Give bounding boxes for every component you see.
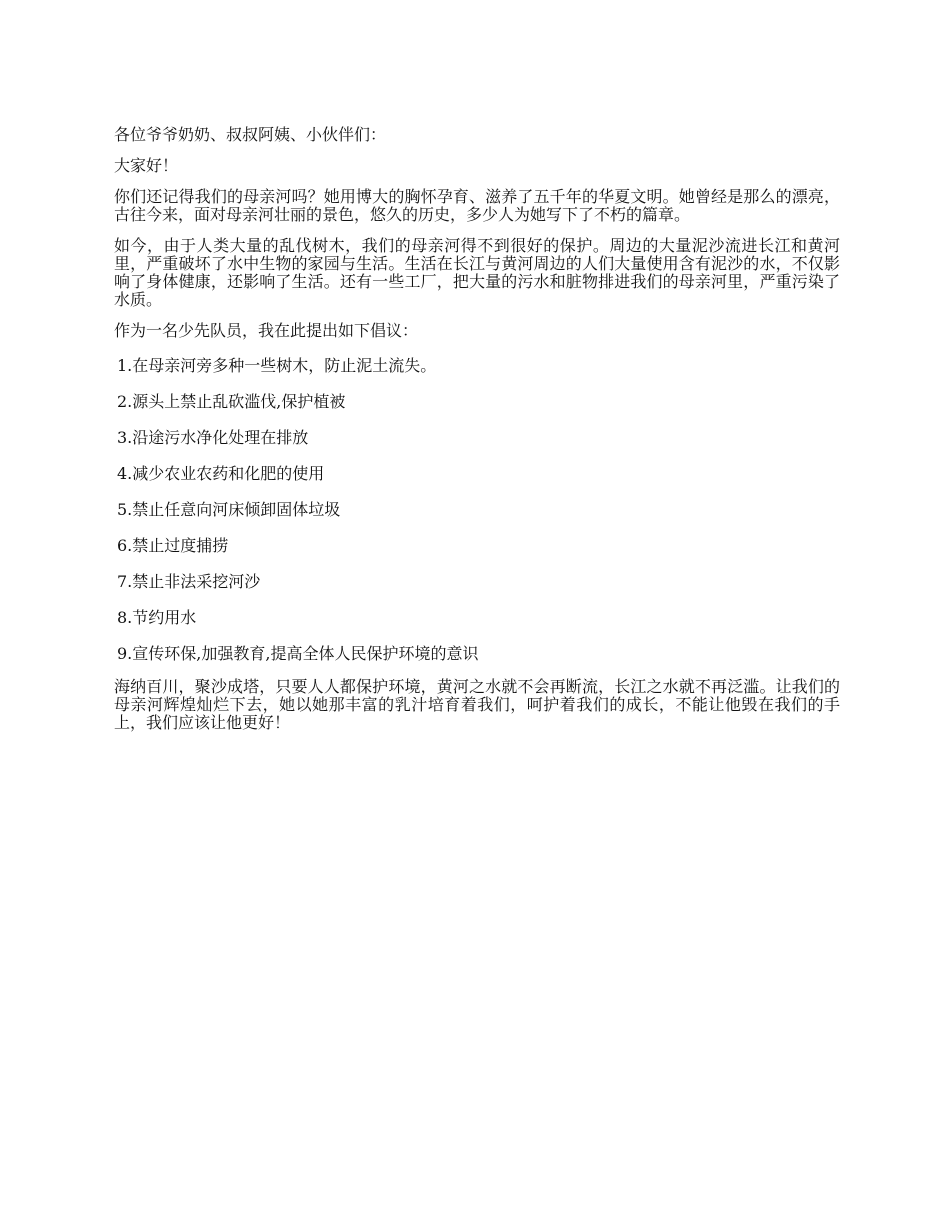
item-number: 9. — [117, 644, 133, 663]
list-item — [114, 501, 840, 519]
list-item — [114, 609, 840, 627]
list-item — [114, 393, 840, 411]
item-number: 4. — [117, 464, 133, 483]
item-text: 禁止非法采挖河沙 — [132, 572, 261, 591]
item-number: 1. — [117, 356, 133, 375]
problem-paragraph: 如今，由于人类大量的乱伐树木，我们的母亲河得不到很好的保护。周边的大量泥沙流进长江和黄河里，严重破坏了水中生物的家园与生活。生活在长江与黄河周边的人们大量使用含有泥沙的水，不仅影响了身体健康，还影响了生活。还有一些工厂，把大量的污水和脏物排进我们的母亲河里，严重污染了水质。 — [114, 236, 840, 309]
item-text: 节约用水 — [132, 608, 197, 627]
item-number: 7. — [117, 572, 133, 591]
proposal-list — [114, 357, 840, 663]
list-item — [114, 573, 840, 591]
item-text: 源头上禁止乱砍滥伐,保护植被 — [132, 392, 346, 411]
item-number: 6. — [117, 536, 133, 555]
list-item — [114, 429, 840, 447]
item-number: 5. — [117, 500, 133, 519]
item-number: 3. — [117, 428, 133, 447]
item-text: 禁止任意向河床倾卸固体垃圾 — [132, 500, 341, 519]
proposal-intro: 作为一名少先队员，我在此提出如下倡议： — [114, 321, 419, 340]
document-body — [114, 126, 840, 745]
list-item — [114, 465, 840, 483]
item-text: 禁止过度捕捞 — [132, 536, 229, 555]
intro-paragraph: 你们还记得我们的母亲河吗？她用博大的胸怀孕育、滋养了五千年的华夏文明。她曾经是那么的漂亮，古往今来，面对母亲河壮丽的景色，悠久的历史，多少人为她写下了不朽的篇章。 — [114, 187, 840, 224]
list-item — [114, 357, 840, 375]
item-text: 在母亲河旁多种一些树木，防止泥土流失。 — [132, 356, 437, 375]
closing-paragraph: 海纳百川，聚沙成塔，只要人人都保护环境，黄河之水就不会再断流，长江之水就不再泛滥。让我们的母亲河辉煌灿烂下去，她以她那丰富的乳汁培育着我们，呵护着我们的成长，不能让他毁在我们的手上，我们应该让他更好！ — [114, 677, 840, 732]
item-text: 沿途污水净化处理在排放 — [132, 428, 309, 447]
item-number: 8. — [117, 608, 133, 627]
item-number: 2. — [117, 392, 133, 411]
greeting-line: 各位爷爷奶奶、叔叔阿姨、小伙伴们： — [114, 125, 387, 144]
item-text: 宣传环保,加强教育,提高全体人民保护环境的意识 — [132, 644, 479, 663]
salutation-line: 大家好！ — [114, 156, 179, 175]
list-item — [114, 645, 840, 663]
item-text: 减少农业农药和化肥的使用 — [132, 464, 325, 483]
list-item — [114, 537, 840, 555]
